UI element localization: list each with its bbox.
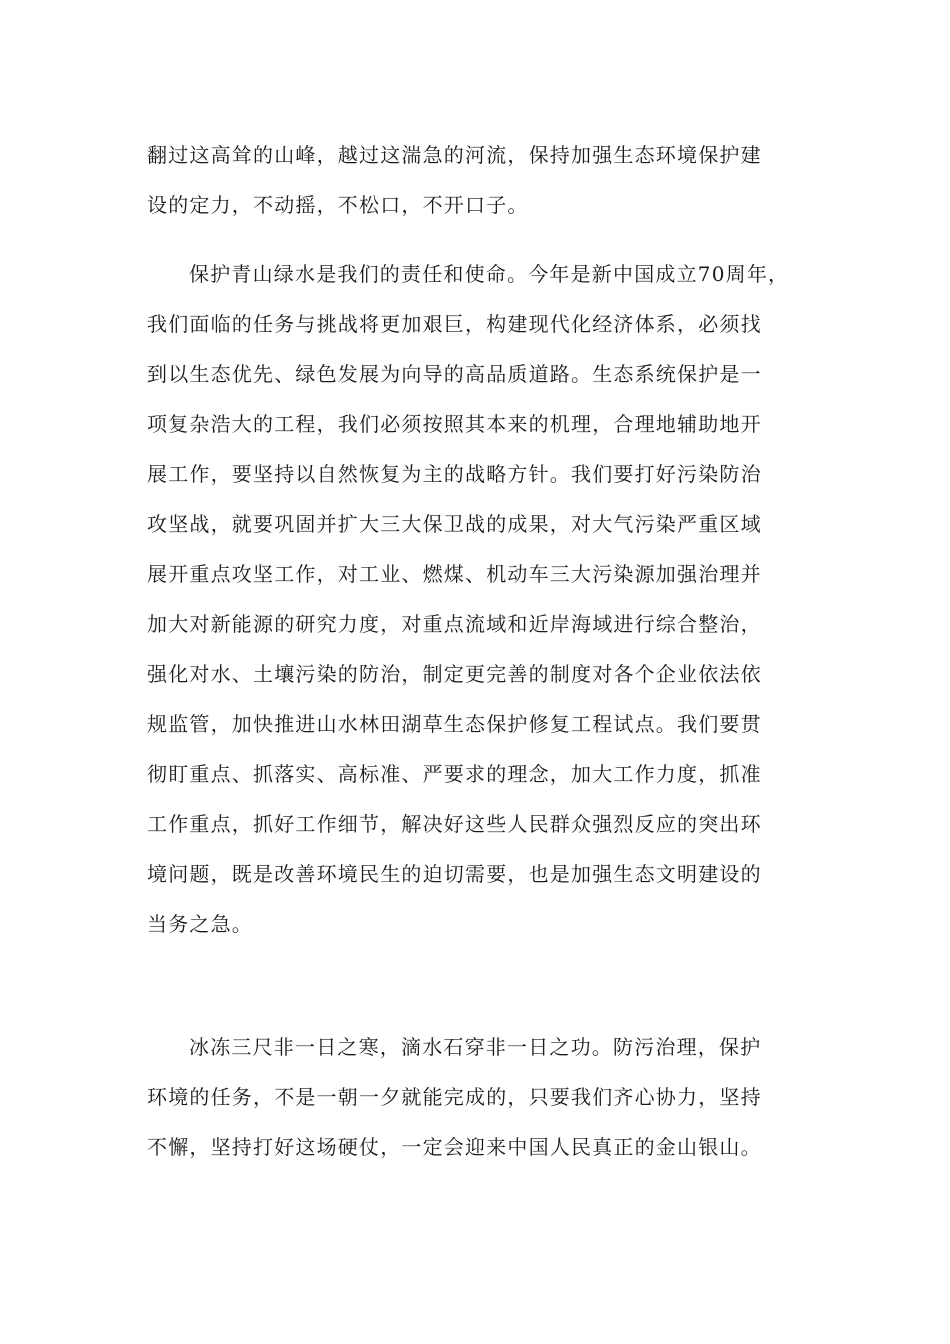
text-line: 展工作，要坚持以自然恢复为主的战略方针。我们要打好污染防治	[147, 462, 762, 486]
text-line: 加大对新能源的研究力度，对重点流域和近岸海域进行综合整治，	[147, 612, 762, 636]
text-line: 我们面临的任务与挑战将更加艰巨，构建现代化经济体系，必须找	[147, 312, 762, 336]
text-line: 翻过这高耸的山峰，越过这湍急的河流，保持加强生态环境保护建	[147, 143, 762, 167]
text-line: 攻坚战，就要巩固并扩大三大保卫战的成果，对大气污染严重区域	[147, 512, 762, 536]
text-line: 项复杂浩大的工程，我们必须按照其本来的机理，合理地辅助地开	[147, 412, 762, 436]
text-line: 境问题，既是改善环境民生的迫切需要，也是加强生态文明建设的	[147, 862, 762, 886]
text-line: 设的定力，不动摇，不松口，不开口子。	[147, 193, 529, 217]
text-line: 保护青山绿水是我们的责任和使命。今年是新中国成立70周年，	[189, 262, 790, 286]
text-line: 到以生态优先、绿色发展为向导的高品质道路。生态系统保护是一	[147, 362, 762, 386]
text-line: 当务之急。	[147, 912, 253, 936]
paragraph-2	[147, 249, 827, 949]
paragraph-1	[147, 130, 827, 230]
text-line: 强化对水、土壤污染的防治，制定更完善的制度对各个企业依法依	[147, 662, 762, 686]
text-line: 不懈，坚持打好这场硬仗，一定会迎来中国人民真正的金山银山。	[147, 1135, 762, 1159]
text-line: 展开重点攻坚工作，对工业、燃煤、机动车三大污染源加强治理并	[147, 562, 762, 586]
text-line: 规监管，加快推进山水林田湖草生态保护修复工程试点。我们要贯	[147, 712, 762, 736]
text-line: 彻盯重点、抓落实、高标准、严要求的理念，加大工作力度，抓准	[147, 762, 762, 786]
text-line: 冰冻三尺非一日之寒，滴水石穿非一日之功。防污治理，保护	[189, 1035, 762, 1059]
paragraph-3	[147, 1022, 827, 1172]
text-line: 环境的任务，不是一朝一夕就能完成的，只要我们齐心协力，坚持	[147, 1085, 762, 1109]
text-line: 工作重点，抓好工作细节，解决好这些人民群众强烈反应的突出环	[147, 812, 762, 836]
